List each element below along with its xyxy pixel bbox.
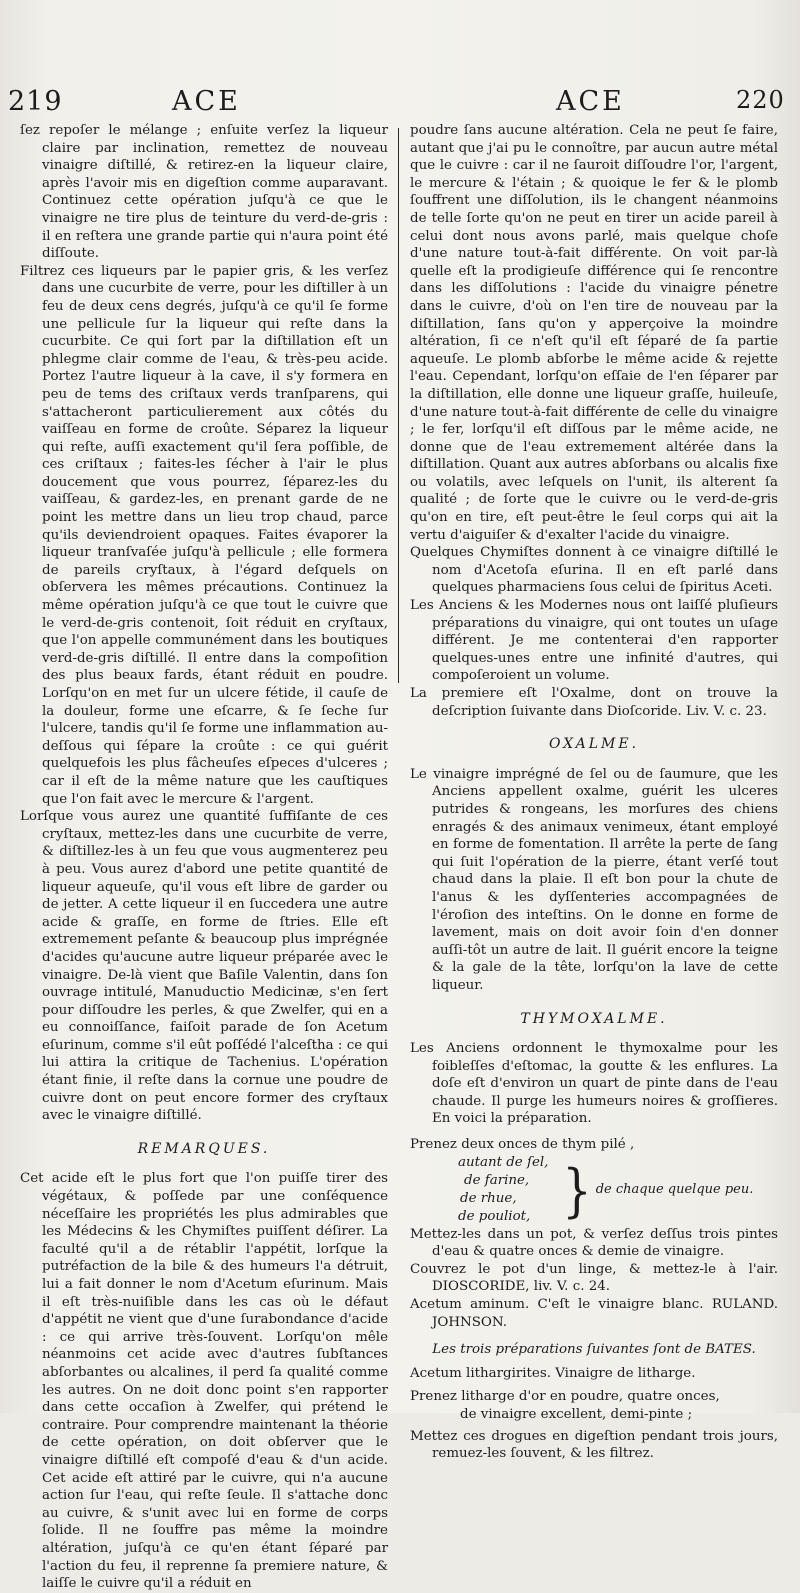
left-running-head: ACE	[172, 86, 241, 117]
paragraph: Les Anciens ordonnent le thymoxalme pour les foibleſſes d'eſtomac, la goutte & les enflures. La doſe eſt d'environ un quart de pinte dans de l'eau chaude. Il purge les humeurs noires & groſſieres. En voici la préparation.	[410, 1041, 778, 1127]
right-column	[410, 122, 778, 1463]
recipe-quantity: de chaque quelque peu.	[595, 1181, 754, 1197]
paragraph: Les Anciens & les Modernes nous ont laiſſé pluſieurs préparations du vinaigre, qui ont toutes un uſage différent. Je me contenterai d'en rapporter quelques-unes entre une infinité d'autres, qui compoſeroient un volume.	[410, 598, 778, 684]
paragraph: La premiere eſt l'Oxalme, dont on trouve la deſcription ſuivante dans Dioſcoride. Liv. V. c. 23.	[410, 686, 778, 719]
paragraph: Cet acide eſt le plus fort que l'on puiſſe tirer des végétaux, & poſſede par une conſéquence néceſſaire les propriétés les plus admirables que les Médecins & les Chymiſtes puiſſent déſirer. La faculté qu'il a de rétablir l'appétit, lorſque la putréfaction de la bile & des humeurs l'a détruit, lui a fait donner le nom d'Acetum eſurinum. Mais il eſt très-nuiſible dans les cas où le défaut d'appétit ne vient que d'une ſurabondance d'acide : ce qui arrive très-ſouvent. Lorſqu'on mêle néanmoins cet acide avec d'autres ſubſtances abſorbantes ou alcalines, il perd ſa qualité comme les autres. On ne doit donc point s'en rapporter dans cette occaſion à Zwelfer, qui prétend le contraire. Pour comprendre maintenant la théorie de cette opération, on doit obſerver que le vinaigre diſtillé eſt compoſé d'eau & d'un acide. Cet acide eſt attiré par le cuivre, qui n'a aucune action ſur l'eau, qui reſte ſeule. Il s'attache donc au cuivre, & s'unit avec lui en forme de corps ſolide. Il ne ſouffre pas même la moindre altération, juſqu'à ce qu'en étant ſéparé par l'action du feu, il reprenne ſa premiere nature, & laiſſe le cuivre qu'il a réduit en	[20, 1171, 388, 1592]
ingredient: de rhue,	[460, 1190, 517, 1206]
right-page-number: 220	[736, 86, 785, 114]
paragraph: Quelques Chymiſtes donnent à ce vinaigre diſtillé le nom d'Acetoſa eſurina. Il en eſt parlé dans quelques pharmaciens ſous celui de ſpiritus Aceti.	[410, 545, 778, 596]
paragraph: Acetum aminum. C'eſt le vinaigre blanc. RULAND. JOHNSON.	[410, 1297, 778, 1330]
curly-brace-icon: }	[562, 1155, 592, 1224]
bates-note: Les trois préparations ſuivantes ſont de BATES.	[432, 1342, 756, 1358]
paragraph: poudre ſans aucune altération. Cela ne peut ſe faire, autant que j'ai pu le connoître, par aucun autre métal que le cuivre : car il ne ſauroit diſſoudre l'or, l'argent, le mercure & l'étain ; & quoique le fer & le plomb ſouffrent une diſſolution, ils le changent néanmoins de telle ſorte qu'on ne peut en tirer un acide pareil à celui dont nous avons parlé, mais quelque choſe d'une nature tout-à-fait différente. On voit par-là quelle eſt la prodigieuſe différence qui ſe rencontre dans les diſſolutions : l'acide du vinaigre pénetre dans le cuivre, d'où on l'en tire de nouveau par la diſtillation, ſans qu'on y apperçoive la moindre altération, ſi ce n'eſt qu'il eſt ſéparé de ſa partie aqueuſe. Le plomb abſorbe le même acide & rejette l'eau. Cependant, lorſqu'on eſſaie de l'en ſéparer par la diſtillation, elle donne une liqueur graſſe, huileuſe, d'une nature tout-à-fait différente de celle du vinaigre ; le fer, lorſqu'il eſt diſſous par le même acide, ne donne que de l'eau extremement altérée dans la diſtillation. Quant aux autres abſorbans ou alcalis fixe ou volatils, avec leſquels on l'unit, ils alterent ſa qualité ; de ſorte que le cuivre ou le verd-de-gris qu'on en tire, eſt peut-être le ſeul corps qui ait la vertu d'aiguiſer & d'exalter l'acide du vinaigre.	[410, 123, 778, 543]
paragraph: Filtrez ces liqueurs par le papier gris, & les verſez dans une cucurbite de verre, pour les diſtiller à un feu de deux cens degrés, juſqu'à ce qu'il ſe forme une pellicule ſur la liqueur qui reſte dans la cucurbite. Ce qui ſort par la diſtillation eſt un phlegme clair comme de l'eau, & très-peu acide. Portez l'autre liqueur à la cave, il s'y formera en peu de tems des criſtaux verds tranſparens, qui s'attacheront particulierement aux côtés du vaiſſeau en forme de croûte. Séparez la liqueur qui reſte, auſſi exactement qu'il ſera poſſible, de ces criſtaux ; faites-les ſécher à l'air le plus doucement que vous pourrez, ſéparez-les du vaiſſeau, & gardez-les, en prenant garde de ne point les mettre dans un lieu trop chaud, parce qu'ils deviendroient opaques. Faites évaporer la liqueur tranſvaſée juſqu'à pellicule ; elle formera de pareils cryſtaux, à l'égard deſquels on obſervera les mêmes précautions. Continuez la même opération juſqu'à ce que tout le cuivre que le verd-de-gris contenoit, ſoit réduit en cryſtaux, que l'on appelle communément dans les boutiques verd-de-gris diſtillé. Il entre dans la compoſition des plus beaux fards, étant réduit en poudre. Lorſqu'on en met ſur un ulcere fétide, il cauſe de la douleur, forme une eſcarre, & ſe ſeche ſur l'ulcere, tandis qu'il ſe forme une inflammation au-deſſous qui ſépare la croûte : ce qui guérit quelquefois les plus fâcheuſes eſpeces d'ulceres ; car il eſt de la même nature que les cauſtiques que l'on fait avec le mercure & l'argent.	[20, 263, 388, 807]
column-divider	[398, 128, 399, 683]
recipe-litharge-line1: Prenez litharge d'or en poudre, quatre onces,	[410, 1389, 720, 1405]
paragraph: Lorſque vous aurez une quantité ſuffiſante de ces cryſtaux, mettez-les dans une cucurbite de verre, & diſtillez-les à un feu que vous augmenterez peu à peu. Vous aurez d'abord une petite quantité de liqueur aqueuſe, qu'il vous eſt libre de garder ou de jetter. A cette liqueur il en ſuccedera une autre acide & graſſe, en forme de ſtries. Elle eſt extremement peſante & beaucoup plus imprégnée d'acides qu'aucune autre liqueur préparée avec le vinaigre. De-là vient que Baſile Valentin, dans ſon ouvrage intitulé, Manuductio Medicinæ, s'en ſert pour diſſoudre les perles, & que Zwelfer, qui en a eu connoiſſance, faiſoit parade de ſon Acetum eſurinum, comme s'il eût poſſédé l'alceſtha : ce qui lui attira la critique de Tachenius. L'opération étant finie, il reſte dans la cornue une poudre de cuivre dont on peut encore former des cryſtaux avec le vinaigre diſtillé.	[20, 809, 388, 1124]
section-title-thymoxalme: THYMOXALME.	[520, 1010, 668, 1027]
section-title-oxalme: OXALME.	[548, 736, 640, 753]
left-page-number: 219	[8, 86, 63, 117]
paragraph: ſez repoſer le mélange ; enſuite verſez la liqueur claire par inclination, remettez de nouveau vinaigre diſtillé, & retirez-en la liqueur claire, après l'avoir mis en digeſtion comme auparavant. Continuez cette opération juſqu'à ce que le vinaigre ne tire plus de teinture du verd-de-gris : il en reſtera une grande partie qui n'aura point été diſſoute.	[20, 123, 388, 262]
ingredient-list	[458, 1154, 548, 1226]
right-running-head: ACE	[556, 86, 625, 117]
paragraph: Le vinaigre imprégné de ſel ou de ſaumure, que les Anciens appellent oxalme, guérit les ulceres putrides & rongeans, les morſures des chiens enragés & des animaux venimeux, étant employé en forme de fomentation. Il arrête la perte de ſang qui ſuit l'opération de la pierre, étant verſé tout chaud dans la plaie. Il eſt bon pour la chute de l'anus & les dyſſenteries accompagnées de l'éroſion des inteſtins. On le donne en forme de lavement, mais on doit avoir ſoin d'en donner auſſi-tôt un autre de lait. Il guérit encore la teigne & la gale de la tête, lorſqu'on la lave de cette liqueur.	[410, 766, 778, 993]
ingredient: de pouliot,	[458, 1208, 531, 1224]
recipe-litharge-line2: de vinaigre excellent, demi-pinte ;	[460, 1407, 693, 1422]
ingredient: autant de ſel,	[458, 1154, 549, 1170]
recipe-ingredients	[458, 1154, 778, 1226]
left-column	[20, 122, 388, 1593]
ingredient: de farine,	[464, 1172, 530, 1188]
paragraph: Acetum lithargirites. Vinaigre de litharge.	[410, 1365, 696, 1381]
section-title-remarques: REMARQUES.	[137, 1140, 271, 1157]
paragraph: Mettez-les dans un pot, & verſez deſſus trois pintes d'eau & quatre onces & demie de vinaigre.	[410, 1226, 778, 1260]
recipe-thymoxalme	[410, 1136, 778, 1226]
recipe-first-line: Prenez deux onces de thym pilé ,	[410, 1137, 635, 1153]
paragraph: Couvrez le pot d'un linge, & mettez-le à l'air. DIOSCORIDE, liv. V. c. 24.	[410, 1261, 778, 1295]
paragraph: Mettez ces drogues en digeſtion pendant trois jours, remuez-les ſouvent, & les filtrez.	[410, 1428, 778, 1462]
